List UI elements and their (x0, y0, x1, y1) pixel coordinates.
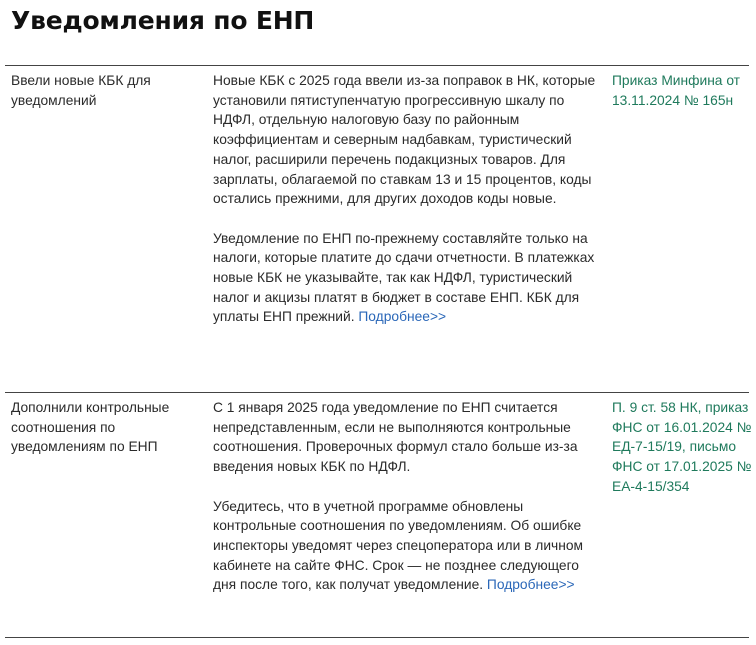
row-topic: Ввели новые КБК для уведомлений (11, 73, 151, 108)
row-description (213, 398, 605, 595)
description-paragraph (213, 229, 605, 328)
description-paragraph (213, 497, 605, 596)
row-description (213, 71, 605, 327)
table-row (5, 392, 752, 638)
description-paragraph: С 1 января 2025 года уведомление по ЕНП считается непредставленным, если не выполняются контрольные соотношения. Проверочных формул стало больше из-за введения новых КБК по НДФЛ. (213, 400, 578, 475)
row-topic: Дополнили контрольные соотношения по уведомлениям по ЕНП (11, 400, 170, 455)
changes-table (5, 65, 752, 638)
source-link[interactable]: П. 9 ст. 58 НК, приказ ФНС от 16.01.2024 № ЕД-7-15/19, письмо ФНС от 17.01.2025 № ЕА-4-15/354 (612, 400, 752, 494)
more-link[interactable]: Подробнее>> (358, 309, 447, 325)
description-text: Убедитесь, что в учетной программе обновлены контрольные соотношения по уведомлениям. Об ошибке инспекторы уведомят через спецоператора или в личном кабинете на сайте ФНС. Срок — не позднее следующего дня после того, как получат уведомление. (213, 498, 584, 593)
more-link[interactable]: Подробнее>> (486, 577, 575, 593)
source-link[interactable]: Приказ Минфина от 13.11.2024 № 165н (612, 73, 741, 108)
table-row (5, 65, 749, 392)
description-text: Уведомление по ЕНП по-прежнему составляйте только на налоги, которые платите до сдачи отчетности. В платежках новые КБК не указывайте, так как НДФЛ, туристический налог и акцизы платят в бюджет в составе ЕНП. КБК для уплаты ЕНП прежний. (213, 230, 595, 325)
page-title: Уведомления по ЕНП (11, 6, 315, 35)
description-paragraph: Новые КБК с 2025 года ввели из-за поправок в НК, которые установили пятиступенчатую прогрессивную шкалу по НДФЛ, отдельную налоговую базу по районным коэффициентам и северным надбавкам, туристический налог, расширили перечень подакцизных товаров. Для зарплаты, облагаемой по ставкам 13 и 15 процентов, коды остались прежними, для других доходов коды новые. (213, 73, 596, 207)
